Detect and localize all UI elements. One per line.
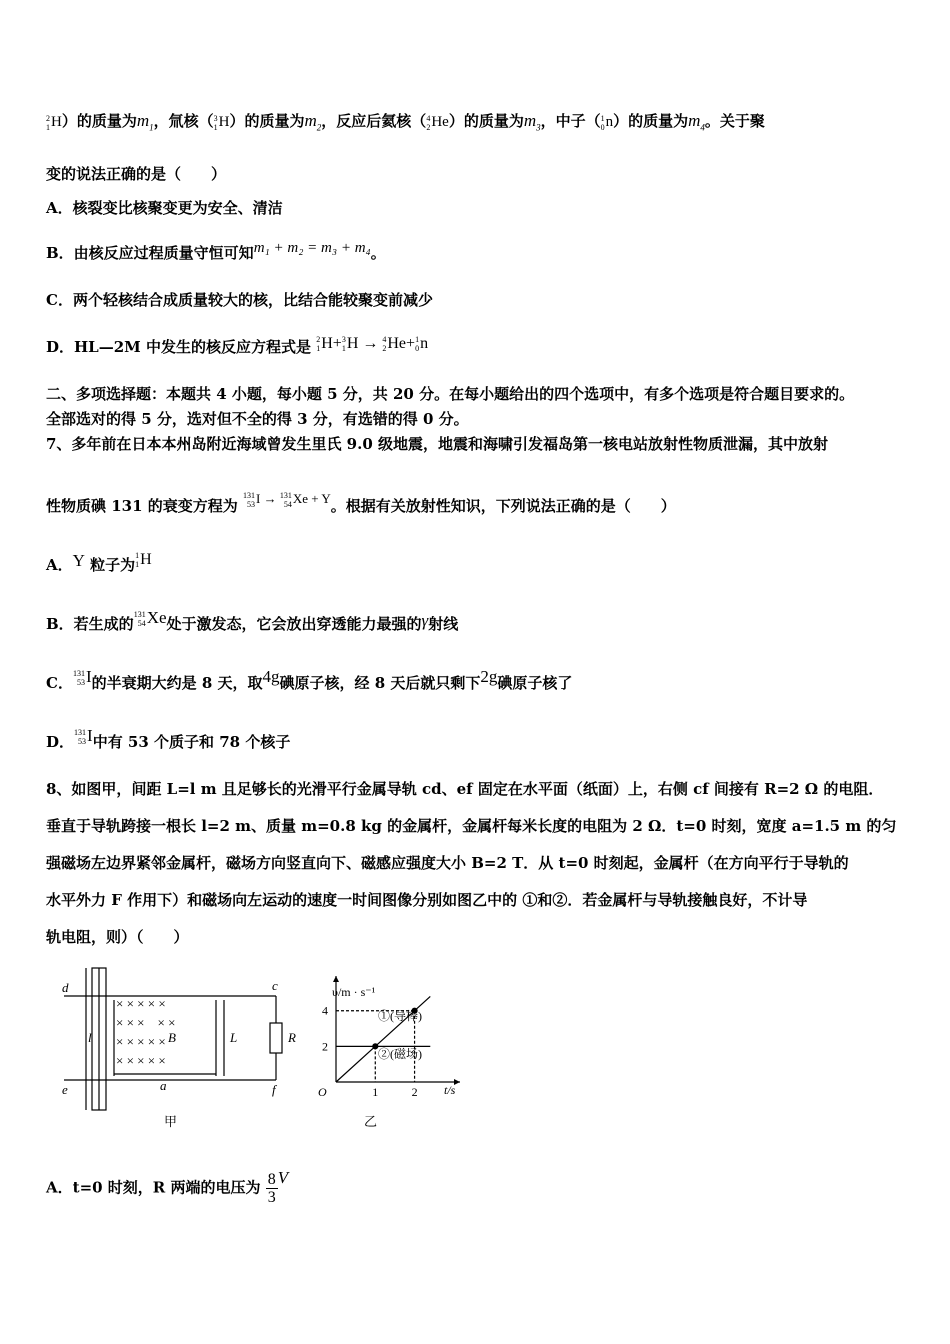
fraction-8-3: $\frac{8}{3}$ <box>267 1171 276 1206</box>
label-B: B <box>168 1030 176 1045</box>
section2-subheading: 全部选对的得 5 分，选对但不全的得 3 分，有选错的得 0 分。 <box>46 410 469 428</box>
q8-stem-line3: 强磁场左边界紧邻金属杆，磁场方向竖直向下、磁感应强度大小 B=2 T．从 t=0 时刻起，金属杆（在方向平行于导轨的 <box>46 854 849 872</box>
chart-xlabel: t/s <box>444 1083 456 1097</box>
ytick-4: 4 <box>322 1003 328 1018</box>
deuterium-symbol: 2 1 H <box>46 113 62 132</box>
q8-stem-line2: 垂直于导轨跨接一根长 l=2 m、质量 m=0.8 kg 的金属杆，金属杆每米长度的电阻为 2 Ω．t=0 时刻，宽度 a=1.5 m 的匀 <box>46 817 897 835</box>
q7-option-c[interactable]: C． 131 53 I的半衰期大约是 8 天，取4g碘原子核，经 8 天后就只剩下2g碘原子核了 <box>46 667 573 692</box>
neutron-symbol: 1 0 n <box>600 113 614 132</box>
q6-option-a[interactable]: A．核裂变比核聚变更为安全、清洁 <box>46 199 283 217</box>
svg-text:× × × × ×: × × × × × <box>116 996 166 1011</box>
label-l: l <box>88 1030 92 1045</box>
caption-jia: 甲 <box>164 1114 178 1129</box>
tritium-symbol: 3 1 H <box>213 113 230 132</box>
caption-yi: 乙 <box>364 1114 378 1129</box>
q6-stem-line2: 变的说法正确的是（ ） <box>46 165 227 183</box>
svg-text:× × × × ×: × × × × × <box>116 1034 166 1049</box>
q7-stem-line2: 性物质碘 131 的衰变方程为 131 53 I → 131 54 Xe + Y。根据有关放射性知识，下列说法正确的是（ ） <box>46 491 676 515</box>
xtick-1: 1 <box>372 1085 379 1099</box>
ytick-2: 2 <box>322 1039 328 1054</box>
y-axis-arrow <box>333 976 339 982</box>
section2-heading: 二、多项选择题：本题共 4 小题，每小题 5 分，共 20 分。在每小题给出的四个选项中，有多个选项是符合题目要求的。 <box>46 385 855 403</box>
q7-option-a[interactable]: A．Y 粒子为 1 1 H <box>46 551 152 574</box>
q8-stem-line4: 水平外力 F 作用下）和磁场向左运动的速度一时间图像分别如图乙中的 ①和②．若金属杆与导轨接触良好，不计导 <box>46 891 808 909</box>
q8-figure <box>56 966 476 1134</box>
fusion-equation: 2 1 H+ 3 1 H → 4 2 He+ 1 0 n <box>316 335 429 354</box>
label-L: L <box>230 1030 238 1045</box>
q8-stem-line1: 8、如图甲，间距 L=l m 且足够长的光滑平行金属导轨 cd、ef 固定在水平面（纸面）上，右侧 cf 间接有 R=2 Ω 的电阻． <box>46 780 884 798</box>
xtick-2: 2 <box>411 1085 418 1099</box>
q6-stem-line1: 2 1 H）的质量为$m_1$，氚核（ 3 1 H）的质量为$m_2$，反应后氦核（ 4 2 He）的质量为$m_3$，中子（ 1 0 n）的质量为$m_4$。关于聚 <box>46 111 765 133</box>
q6-option-c[interactable]: C．两个轻核结合成质量较大的核，比结合能较聚变前减少 <box>46 291 433 309</box>
line2-label: ②(磁场) <box>378 1047 422 1061</box>
label-f: f <box>272 1082 276 1097</box>
q8-option-a[interactable]: A．t=0 时刻，R 两端的电压为 $\frac{8}{3}$ V <box>46 1167 289 1206</box>
label-a: a <box>160 1078 167 1093</box>
line1-label: ①(导棒) <box>378 1009 422 1023</box>
label-d: d <box>62 980 69 995</box>
q6-option-b[interactable]: B．由核反应过程质量守恒可知m₁ + m₂ = m₃ + m₄。 <box>46 240 386 262</box>
q6-option-d[interactable]: D．HL—2M 中发生的核反应方程式是 2 1 H+ 3 1 H → 4 2 He+ 1 0 n <box>46 335 429 356</box>
label-c: c <box>272 978 278 993</box>
iodine-decay-equation: 131 53 I → 131 54 Xe + Y <box>243 491 331 510</box>
q7-option-b[interactable]: B．若生成的 131 54 Xe处于激发态，它会放出穿透能力最强的γ射线 <box>46 608 459 633</box>
label-R: R <box>288 1030 296 1045</box>
magnetic-field-crosses <box>116 996 175 1068</box>
chart-ylabel: υ/m · s⁻¹ <box>332 985 376 999</box>
helium-symbol: 4 2 He <box>426 113 449 132</box>
q8-stem-line5: 轨电阻，则）（ ） <box>46 928 189 946</box>
svg-text:× × × × ×: × × × × × <box>116 1053 166 1068</box>
label-e: e <box>62 1082 68 1097</box>
resistor <box>270 1023 282 1053</box>
mass-equation: m₁ + m₂ = m₃ + m₄ <box>253 240 371 256</box>
chart-origin: O <box>318 1085 327 1099</box>
svg-text:× × × × ×: × × × × × <box>116 1015 176 1030</box>
q7-stem-line1: 7、多年前在日本本州岛附近海域曾发生里氏 9.0 级地震，地震和海啸引发福岛第一核电站放射性物质泄漏，其中放射 <box>46 435 828 453</box>
q7-option-d[interactable]: D． 131 53 I中有 53 个质子和 78 个核子 <box>46 726 291 751</box>
